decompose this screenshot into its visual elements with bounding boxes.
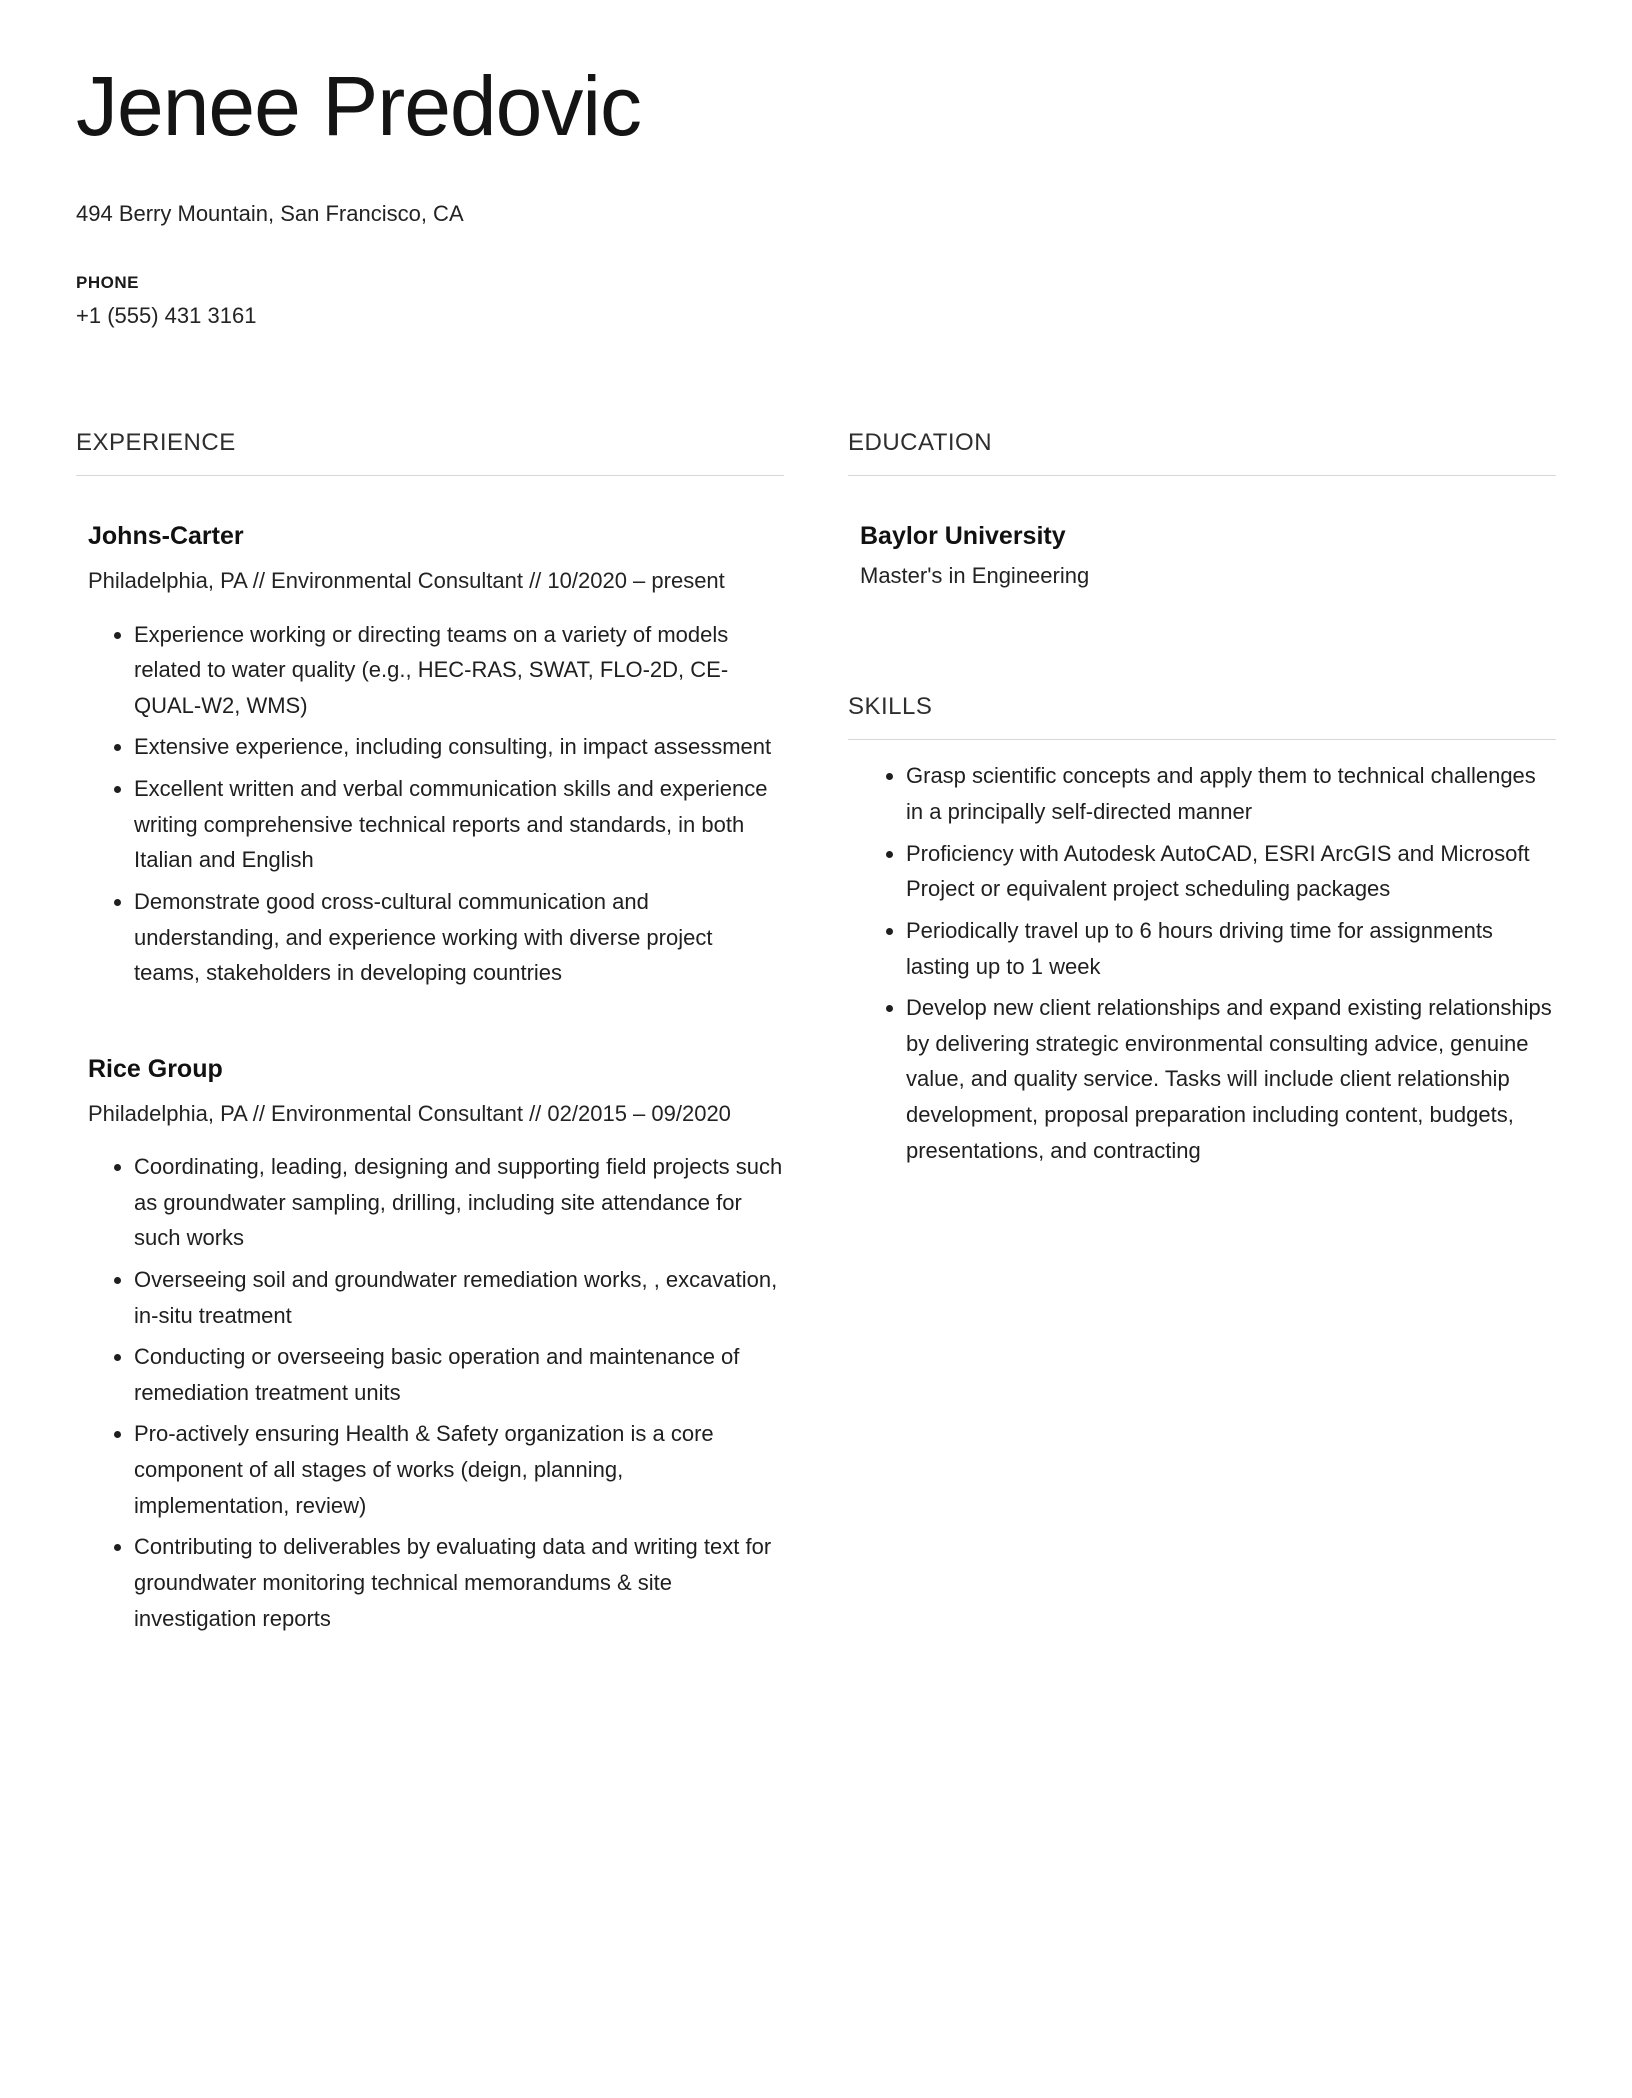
job-meta: Philadelphia, PA // Environmental Consultant // 02/2015 – 09/2020	[88, 1100, 731, 1126]
phone-number: +1 (555) 431 3161	[76, 303, 257, 329]
job-company: Rice Group	[88, 1054, 223, 1083]
job-meta: Philadelphia, PA // Environmental Consultant // 10/2020 – present	[88, 568, 725, 594]
bullet-item: • Excellent written and verbal communication skills and experience writing comprehensive technical reports and standards, in both Italian and English	[134, 771, 784, 878]
skills-section-title: SKILLS	[848, 693, 1556, 740]
candidate-address: 494 Berry Mountain, San Francisco, CA	[76, 200, 464, 226]
job-company: Johns-Carter	[88, 522, 244, 551]
right-column	[848, 429, 1556, 1174]
experience-section	[76, 429, 784, 1642]
bullet-item: • Demonstrate good cross-cultural communication and understanding, and experience working with diverse project teams, stakeholders in developing countries	[134, 884, 784, 991]
bullet-item: • Proficiency with Autodesk AutoCAD, ESRI ArcGIS and Microsoft Project or equivalent project scheduling packages	[906, 836, 1556, 907]
bullet-item: • Overseeing soil and groundwater remediation works, , excavation, in-situ treatment	[134, 1262, 784, 1333]
candidate-name: Jenee Predovic	[76, 59, 642, 153]
education-section-title: EDUCATION	[848, 429, 1556, 476]
phone-label: PHONE	[76, 273, 139, 293]
bullet-item: • Coordinating, leading, designing and supporting field projects such as groundwater sampling, drilling, including site attendance for such works	[134, 1149, 784, 1256]
education-school: Baylor University	[860, 522, 1066, 551]
bullet-item: • Pro-actively ensuring Health & Safety organization is a core component of all stages of works (deign, planning, implementation, review)	[134, 1416, 784, 1523]
education-degree: Master's in Engineering	[860, 563, 1090, 589]
job-entry-rice-group	[76, 1055, 784, 1636]
bullet-item: • Contributing to deliverables by evaluating data and writing text for groundwater monitoring technical memorandums & site investigation reports	[134, 1529, 784, 1636]
resume-columns	[76, 429, 1556, 1642]
bullet-item: • Periodically travel up to 6 hours driving time for assignments lasting up to 1 week	[906, 913, 1556, 984]
job-bullet-list	[76, 617, 784, 991]
bullet-item: • Grasp scientific concepts and apply them to technical challenges in a principally self-directed manner	[906, 758, 1556, 829]
bullet-item: • Develop new client relationships and expand existing relationships by delivering strategic environmental consulting advice, genuine value, and quality service. Tasks will include client relationship development, proposal preparation including content, budgets, presentations, and contracting	[906, 990, 1556, 1168]
resume-header	[76, 58, 1556, 329]
bullet-item: • Conducting or overseeing basic operation and maintenance of remediation treatment units	[134, 1339, 784, 1410]
bullet-item: • Experience working or directing teams on a variety of models related to water quality (e.g., HEC-RAS, SWAT, FLO-2D, CE-QUAL-W2, WMS)	[134, 617, 784, 724]
skills-bullet-list	[848, 758, 1556, 1168]
experience-section-title: EXPERIENCE	[76, 429, 784, 476]
bullet-item: • Extensive experience, including consulting, in impact assessment	[134, 729, 784, 765]
job-entry-johns-carter	[76, 522, 784, 990]
job-bullet-list	[76, 1149, 784, 1636]
